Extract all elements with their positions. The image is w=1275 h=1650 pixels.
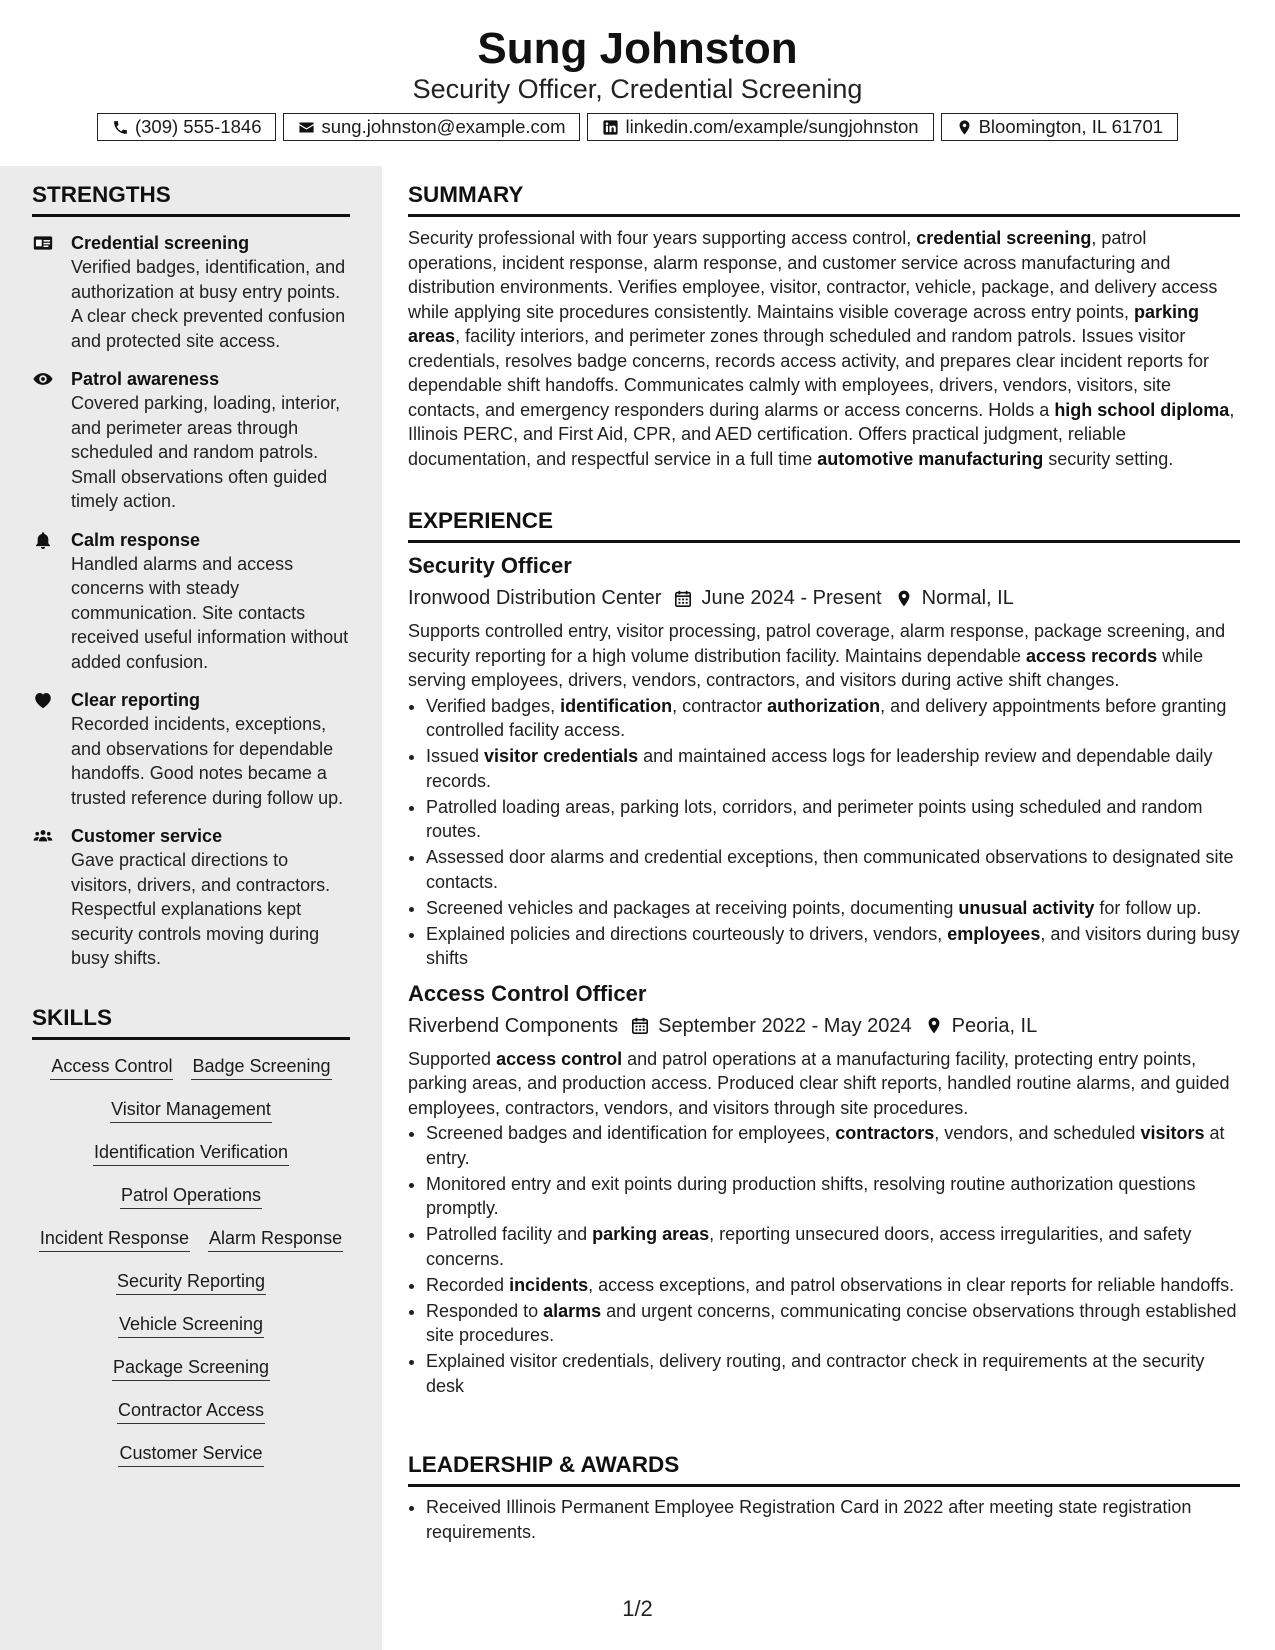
job-bullets (408, 694, 1240, 971)
job-description: Supported access control and patrol operations at a manufacturing facility, protecting entry points, parking areas, and production access. Produced clear shift reports, handled routine alarms, and guided employees, contractors, vendors, and visitors through site procedures. (408, 1048, 1230, 1118)
users-icon (32, 827, 54, 845)
emphasis-text: automotive manufacturing (817, 448, 1044, 469)
resume-header (0, 0, 1275, 166)
job-meta (408, 585, 1240, 611)
candidate-title: Security Officer, Credential Screening (412, 74, 863, 104)
experience-section (408, 507, 1240, 1400)
skill-tag: Contractor Access (117, 1398, 265, 1424)
experience-heading: EXPERIENCE (408, 507, 1240, 543)
leadership-heading: LEADERSHIP & AWARDS (408, 1451, 1240, 1487)
job-bullet: • Screened vehicles and packages at receiving points, documenting unusual activity for follow up. (426, 896, 1240, 921)
skill-tag: Package Screening (112, 1355, 270, 1381)
emphasis-text: access control (496, 1048, 623, 1069)
bell-icon (32, 531, 54, 549)
skill-tag: Customer Service (118, 1441, 263, 1467)
emphasis-text: high school diploma (1054, 399, 1230, 420)
contact-location-text: Bloomington, IL 61701 (978, 116, 1164, 137)
skills-section (32, 1004, 350, 1467)
strength-text: Recorded incidents, exceptions, and observations for dependable handoffs. Good notes became a trusted reference during follow up. (71, 714, 344, 808)
calendar-icon (631, 1016, 649, 1035)
strength-title: Clear reporting (71, 690, 201, 710)
leadership-section (408, 1451, 1240, 1546)
job-description: Supports controlled entry, visitor processing, patrol coverage, alarm response, package screening, and security reporting for a high volume distribution facility. Maintains dependable access records while serving employees, drivers, vendors, contractors, and visitors during active shift changes. (408, 621, 1226, 690)
linkedin-icon (602, 119, 619, 136)
job-bullets (408, 1121, 1240, 1398)
leadership-bullet: • Received Illinois Permanent Employee Registration Card in 2022 after meeting state registration requirements. (426, 1495, 1240, 1544)
skill-tag: Alarm Response (208, 1226, 343, 1252)
emphasis-text: incidents (509, 1274, 589, 1295)
summary-text: Security professional with four years supporting access control, credential screening, patrol operations, incident response, alarm response, and customer service across manufacturing and distribution environments. Verifies employee, visitor, contractor, vehicle, package, and delivery access while applying site procedures consistently. Maintains visible coverage across entry points, parking areas, facility interiors, and perimeter zones through scheduled and random patrols. Issues visitor credentials, resolves badge concerns, records access activity, and prepares clear incident reports for dependable shift handoffs. Communicates calmly with employees, drivers, vendors, visitors, site contacts, and emergency responders during alarms or access concerns. Holds a high school diploma, Illinois PERC, and First Aid, CPR, and AED certification. Offers practical judgment, reliable documentation, and respectful service in a full time automotive manufacturing security setting. (408, 228, 1235, 469)
strength-text: Handled alarms and access concerns with steady communication. Site contacts received useful information without added confusion. (71, 553, 349, 672)
emphasis-text: visitors (1140, 1123, 1205, 1143)
strength-text: Verified badges, identification, and authorization at busy entry points. A clear check prevented confusion and protected site access. (71, 257, 346, 351)
emphasis-text: alarms (543, 1300, 602, 1321)
eye-icon (32, 370, 54, 388)
job-bullet: • Patrolled loading areas, parking lots, corridors, and perimeter points using scheduled and random routes. (426, 795, 1240, 844)
leadership-bullets (408, 1495, 1240, 1544)
job-bullet: • Patrolled facility and parking areas, reporting unsecured doors, access irregularities, and safety concerns. (426, 1222, 1240, 1271)
strength-item (32, 824, 350, 971)
contact-location (941, 113, 1178, 141)
strength-title: Calm response (71, 529, 201, 550)
skill-tag: Badge Screening (191, 1054, 331, 1080)
job-title: Security Officer (408, 553, 572, 578)
skill-tag: Patrol Operations (120, 1183, 262, 1209)
candidate-name: Sung Johnston (477, 24, 798, 73)
contact-linkedin-text: linkedin.com/example/sungjohnston (625, 116, 919, 137)
calendar-icon (674, 589, 692, 608)
skill-tag: Access Control (50, 1054, 173, 1080)
id-card-icon (32, 234, 54, 252)
emphasis-text: parking areas (592, 1224, 710, 1244)
job-bullet: • Monitored entry and exit points during production shifts, resolving routine authorization questions promptly. (426, 1172, 1240, 1221)
contact-phone-text: (309) 555-1846 (134, 116, 262, 137)
skill-tag: Identification Verification (93, 1140, 289, 1166)
job-bullet: • Responded to alarms and urgent concerns, communicating concise observations through established site procedures. (426, 1299, 1240, 1348)
map-pin-icon (925, 1016, 943, 1035)
strength-item (32, 528, 350, 675)
skill-tag: Incident Response (39, 1226, 190, 1252)
job-location: Normal, IL (921, 587, 1014, 609)
strength-item (32, 231, 350, 353)
phone-icon (112, 119, 129, 136)
job-bullet: • Assessed door alarms and credential exceptions, then communicated observations to designated site contacts. (426, 845, 1240, 894)
strength-title: Credential screening (71, 233, 250, 253)
contact-email-text: sung.johnston@example.com (321, 116, 566, 137)
contact-phone[interactable] (97, 113, 277, 141)
contact-email[interactable] (283, 113, 580, 141)
job-bullet: • Explained policies and directions courteously to drivers, vendors, employees, and visitors during busy shifts (426, 922, 1240, 971)
job-bullet: • Recorded incidents, access exceptions, and patrol observations in clear reports for reliable handoffs. (426, 1273, 1240, 1298)
skill-tag: Visitor Management (110, 1097, 272, 1123)
strength-item (32, 688, 350, 810)
emphasis-text: access records (1026, 645, 1158, 666)
contact-linkedin[interactable] (587, 113, 933, 141)
strengths-heading: STRENGTHS (32, 181, 350, 217)
summary-heading: SUMMARY (408, 181, 1240, 217)
job-bullet: • Issued visitor credentials and maintained access logs for leadership review and dependable daily records. (426, 744, 1240, 793)
job-meta (408, 1013, 1240, 1039)
job-company: Riverbend Components (408, 1014, 619, 1037)
sidebar (0, 166, 382, 1650)
envelope-icon (298, 119, 315, 136)
strengths-list (32, 231, 350, 971)
skills-list (32, 1054, 350, 1467)
summary-section (408, 181, 1240, 471)
job-location: Peoria, IL (951, 1014, 1038, 1037)
skills-heading: SKILLS (32, 1004, 350, 1040)
emphasis-text: contractors (835, 1123, 935, 1143)
job-company: Ironwood Distribution Center (408, 587, 662, 609)
job-entry (408, 980, 1240, 1399)
strength-title: Customer service (71, 826, 223, 846)
emphasis-text: employees (947, 923, 1041, 944)
heart-icon (32, 691, 54, 709)
job-title: Access Control Officer (408, 980, 647, 1006)
strength-text: Covered parking, loading, interior, and perimeter areas through scheduled and random patrols. Small observations often guided timely action. (71, 393, 341, 511)
emphasis-text: unusual activity (958, 897, 1095, 918)
emphasis-text: authorization (767, 695, 881, 716)
strength-title: Patrol awareness (71, 369, 220, 389)
emphasis-text: visitor credentials (484, 746, 639, 766)
emphasis-text: parking areas (408, 301, 1200, 346)
strength-item (32, 367, 350, 514)
job-dates: June 2024 - Present (701, 587, 882, 609)
contact-bar (0, 113, 1275, 141)
job-bullet: • Explained visitor credentials, delivery routing, and contractor check in requirements at the security desk (426, 1349, 1240, 1398)
emphasis-text: credential screening (916, 228, 1092, 248)
job-entry (408, 552, 1240, 971)
job-bullet: • Screened badges and identification for employees, contractors, vendors, and scheduled visitors at entry. (426, 1121, 1240, 1170)
job-dates: September 2022 - May 2024 (658, 1014, 912, 1037)
job-bullet: • Verified badges, identification, contractor authorization, and delivery appointments before granting controlled facility access. (426, 694, 1240, 743)
strengths-section (32, 181, 350, 985)
map-pin-icon (895, 589, 913, 608)
strength-text: Gave practical directions to visitors, drivers, and contractors. Respectful explanations kept security controls moving during busy shifts. (71, 850, 331, 968)
map-pin-icon (956, 119, 973, 136)
page-number: 1/2 (622, 1596, 653, 1621)
skill-tag: Security Reporting (116, 1269, 266, 1295)
emphasis-text: identification (560, 695, 673, 716)
skill-tag: Vehicle Screening (118, 1312, 264, 1338)
